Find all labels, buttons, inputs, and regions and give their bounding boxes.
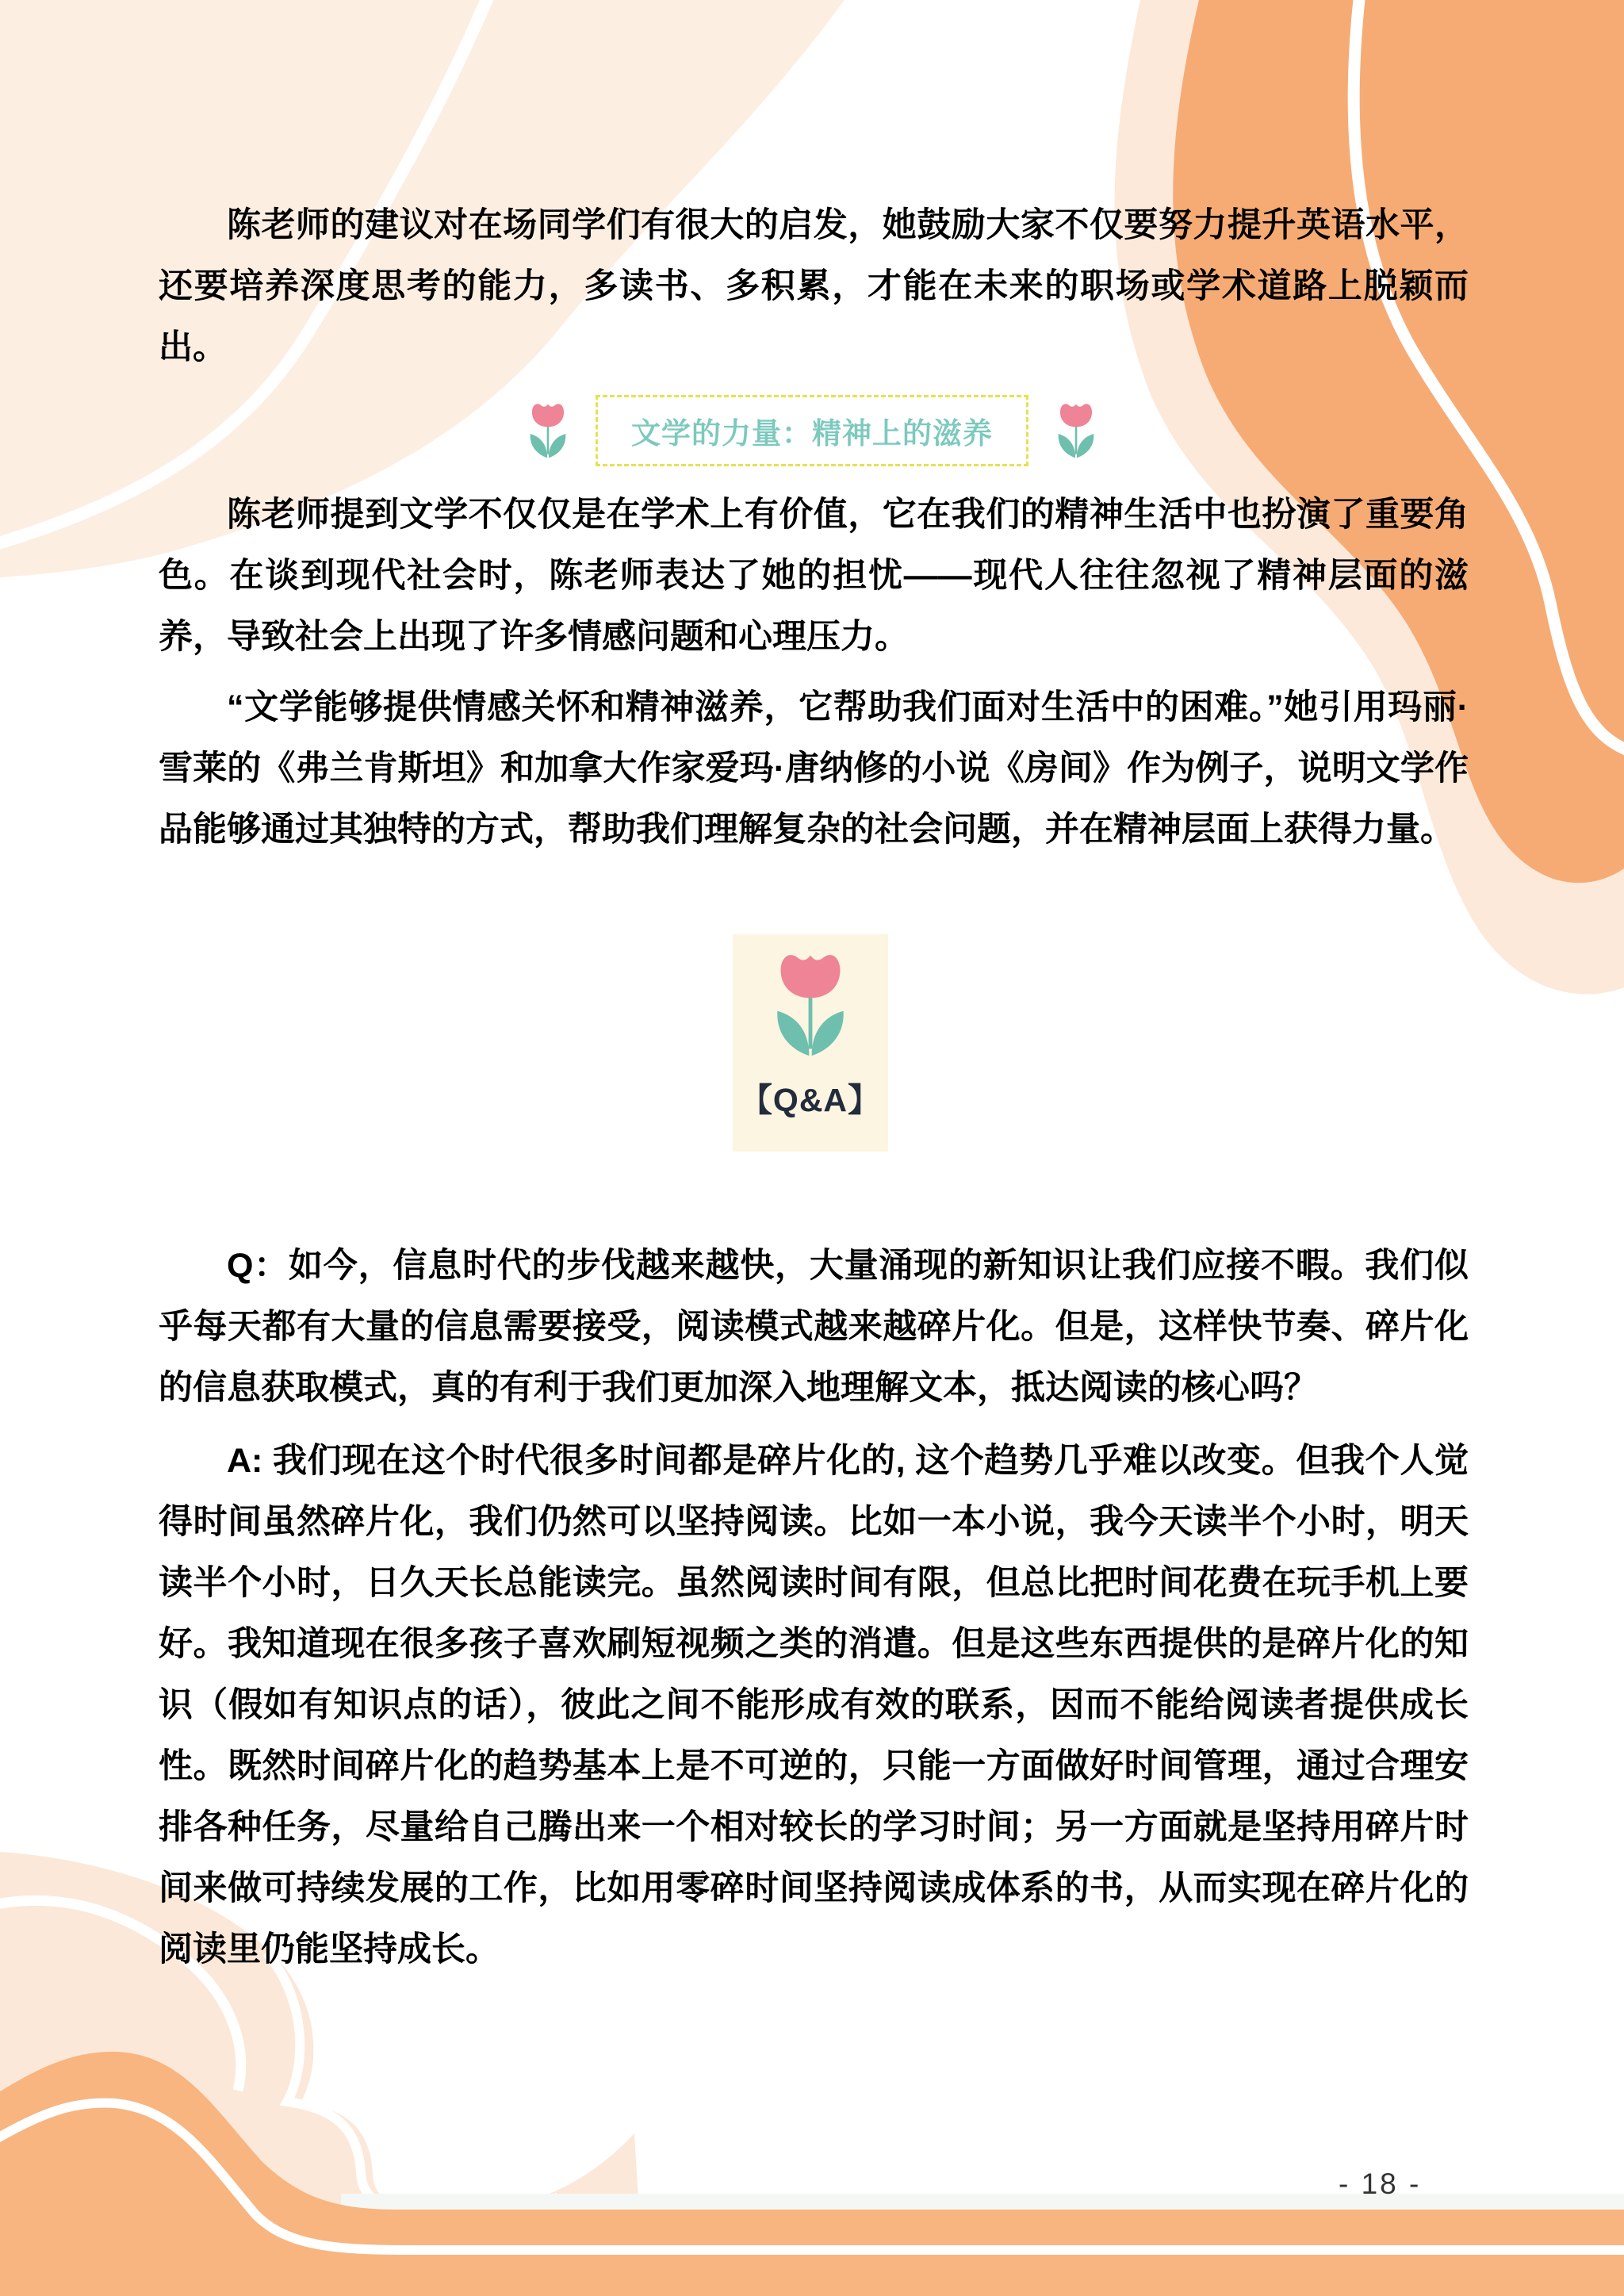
page-number: - 18 - xyxy=(1339,2168,1422,2200)
qa-section-card xyxy=(733,934,888,1152)
tulip-icon xyxy=(769,947,852,1063)
tulip-icon xyxy=(526,400,570,462)
answer-paragraph: A: 我们现在这个时代很多时间都是碎片化的, 这个趋势几乎难以改变。但我个人觉得时间虽然碎片化，我们仍然可以坚持阅读。比如一本小说，我今天读半个小时，明天读半个小时，日久天长总能读完。虽然阅读时间有限，但总比把时间花费在玩手机上要好。我知道现在很多孩子喜欢刷短视频之类的消遣。但是这些东西提供的是碎片化的知识（假如有知识点的话），彼此之间不能形成有效的联系，因而不能给阅读者提供成长性。既然时间碎片化的趋势基本上是不可逆的，只能一方面做好时间管理，通过合理安排各种任务，尽量给自己腾出来一个相对较长的学习时间；另一方面就是坚持用碎片时间来做可持续发展的工作，比如用零碎时间坚持阅读成体系的书，从而实现在碎片化的阅读里仍能坚持成长。 xyxy=(159,1442,1469,1968)
section-header-row xyxy=(0,395,1624,466)
question-paragraph: Q：如今，信息时代的步伐越来越快，大量涌现的新知识让我们应接不暇。我们似乎每天都有大量的信息需要接受，阅读模式越来越碎片化。但是，这样快节奏、碎片化的信息获取模式，真的有利于我们更加深入地理解文本，抵达阅读的核心吗？ xyxy=(159,1247,1469,1407)
paragraph-quote-examples: “文学能够提供情感关怀和精神滋养，它帮助我们面对生活中的困难。”她引用玛丽·雪莱的《弗兰肯斯坦》和加拿大作家爱玛·唐纳修的小说《房间》作为例子，说明文学作品能够通过其独特的方式，帮助我们理解复杂的社会问题，并在精神层面上获得力量。 xyxy=(159,688,1469,849)
bottom-strip xyxy=(341,2194,1624,2211)
paragraph-intro: 陈老师的建议对在场同学们有很大的启发，她鼓励大家不仅要努力提升英语水平，还要培养深度思考的能力，多读书、多积累，才能在未来的职场或学术道路上脱颖而出。 xyxy=(159,206,1469,366)
qa-section-label: 【Q&A】 xyxy=(739,1082,882,1118)
bottom-left-white-squiggle xyxy=(482,2060,493,2214)
tulip-icon xyxy=(1054,400,1098,462)
paragraph-literature-role: 陈老师提到文学不仅仅是在学术上有价值，它在我们的精神生活中也扮演了重要角色。在谈到现代社会时，陈老师表达了她的担忧——现代人往往忽视了精神层面的滋养，导致社会上出现了许多情感问题和心理压力。 xyxy=(159,496,1469,656)
section-header-title: 文学的力量：精神上的滋养 xyxy=(596,395,1028,466)
